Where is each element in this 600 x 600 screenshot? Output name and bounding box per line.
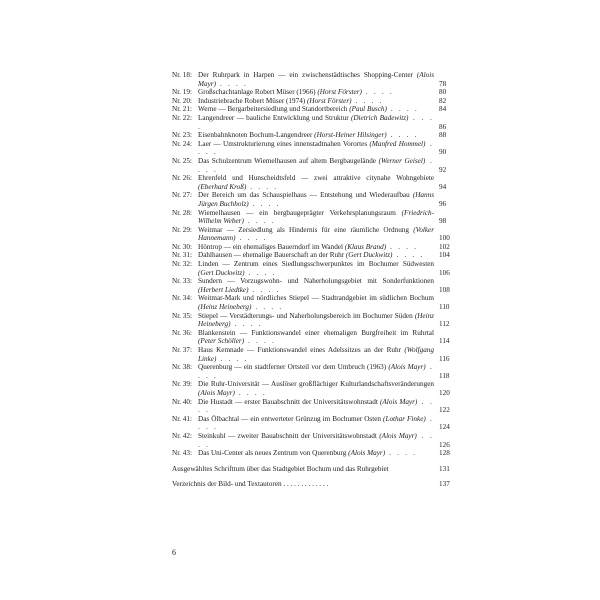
entry-page: 84 (439, 105, 447, 114)
dot-leader: . . . . (198, 431, 435, 449)
entry-page: 112 (439, 320, 450, 329)
entry-author: (Horst Förster) (317, 88, 362, 97)
entry-title-text: Der Bereich um das Schauspielhaus — Entstehung und Wiederaufbau (198, 191, 410, 200)
entry-author: (Paul Busch) (349, 105, 387, 114)
toc-entry (172, 414, 450, 432)
entry-title-text: Die Hustadt — erster Bauabschnitt der Universitätswohnstadt (198, 397, 378, 406)
entry-author: (Heinz Heineberg) (198, 303, 252, 312)
entry-author: (Hanns Jürgen Buchholz) (198, 191, 434, 208)
entry-title-text: Stiepel — Verstädterungs- und Naherholungsbereich im Bochumer Süden (198, 311, 413, 320)
entry-page: 118 (439, 371, 450, 380)
appendix-title: Ausgewähltes Schrifttum über das Stadtgebiet Bochum und das Ruhrgebiet (172, 464, 389, 473)
entry-page: 110 (439, 303, 450, 312)
page-number: 6 (172, 548, 176, 557)
entry-title (198, 226, 434, 243)
entry-author: (Heinz Heineberg) (198, 311, 435, 329)
toc-entry (172, 113, 447, 131)
entry-title (198, 363, 434, 380)
entry-title (198, 449, 434, 458)
entry-page: 86 (439, 122, 447, 131)
entry-page: 90 (439, 148, 447, 157)
entry-author: (Klaus Brand) (344, 242, 387, 251)
entry-title (198, 329, 434, 346)
entry-title-text: Eisenbahnknoten Bochum-Langendreer (198, 131, 313, 140)
dot-leader: . . . . (246, 182, 279, 191)
entry-page: 104 (439, 251, 450, 260)
dot-leader: . . . . (230, 320, 263, 329)
dot-leader: . . . . (235, 234, 268, 243)
entry-number: Nr. 28: (172, 208, 192, 217)
toc-entry (172, 191, 447, 208)
toc-entry (172, 311, 450, 329)
toc-entry (172, 380, 450, 397)
entry-page: 94 (439, 182, 447, 191)
entry-author: (Alois Mayr) (388, 363, 426, 372)
toc-entry (172, 96, 447, 106)
entry-title (198, 398, 434, 415)
dot-leader: . . . . (244, 337, 277, 346)
entry-page: 80 (439, 88, 447, 97)
entry-title-text: Industriebrache Robert Müser (1974) (198, 96, 306, 105)
appendix-page: 131 (439, 464, 450, 473)
dot-leader: . . . . (248, 199, 281, 208)
entry-title-text: Blankenstein — Funktionswandel einer ehemaligen Burgfreiheit im Ruhrtal (198, 328, 434, 337)
entry-number: Nr. 30: (172, 242, 192, 251)
entry-page: 96 (439, 199, 447, 208)
entry-page: 120 (439, 388, 450, 397)
entry-number: Nr. 32: (172, 260, 192, 269)
entry-title-text: Querenburg — ein stadtferner Ortsteil vor dem Umbruch (1963) (198, 363, 387, 372)
toc-entry (172, 131, 447, 140)
toc-entry (172, 71, 447, 88)
entry-author: (Peter Schöller) (198, 337, 245, 346)
table-of-contents (172, 71, 450, 489)
entry-number: Nr. 42: (172, 431, 192, 440)
entry-title (198, 415, 434, 432)
entry-title-text: Dahlhausen — ehemalige Bauerschaft an der Ruhr (198, 251, 345, 260)
entry-author: (Horst-Heiner Hilsinger) (314, 131, 387, 140)
entry-title (198, 105, 434, 114)
toc-entry (172, 449, 450, 458)
entry-number: Nr. 29: (172, 225, 192, 234)
entry-number: Nr. 34: (172, 294, 192, 303)
dot-leader: . . . . (361, 88, 394, 97)
dot-leader: . . . . (198, 414, 435, 432)
dot-leader: . . . . (251, 303, 284, 312)
entry-title-text: Ehrenfeld und Hunscheidtsfeld — zwei attraktive citynahe Wohngebiete (198, 174, 434, 183)
dot-leader: . . . . (385, 449, 418, 458)
entry-number: Nr. 41: (172, 414, 192, 423)
entry-page: 78 (439, 79, 447, 88)
entry-author: (Friedrich-Wilhelm Weber) (198, 208, 434, 226)
entry-page: 98 (439, 217, 447, 226)
toc-entry (172, 174, 447, 191)
toc-entry (172, 242, 450, 252)
entry-page: 88 (439, 131, 447, 140)
entry-title-text: Steinkuhl — zweiter Bauabschnitt der Universitätswohnstadt (198, 431, 377, 440)
entry-title (198, 131, 434, 140)
appendix-page: 137 (439, 480, 450, 489)
entry-title-text: Weitmar — Zersiedlung als Hindernis für eine räumliche Ordnung (198, 225, 409, 234)
dot-leader: . . . . (244, 268, 277, 277)
toc-appendix-entry (172, 464, 450, 474)
entry-author: (Eberhard Kroß) (198, 182, 247, 191)
entry-title-text: Höntrop — ein ehemaliges Bauerndorf im Wandel (198, 242, 343, 251)
entry-author: (Herbert Liedtke) (198, 285, 249, 294)
entry-title (198, 251, 434, 260)
entry-title (198, 432, 434, 449)
entry-number: Nr. 18: (172, 71, 192, 79)
dot-leader: . . . . (386, 105, 419, 114)
entry-number: Nr. 19: (172, 88, 192, 97)
entry-title (198, 277, 434, 294)
entry-title (198, 312, 434, 329)
dot-leader: . . . . (198, 156, 434, 174)
entry-title (198, 71, 434, 88)
entry-title (198, 174, 434, 191)
entry-page: 82 (439, 96, 447, 105)
toc-entry (172, 139, 447, 157)
entry-title-text: Wiemelhausen — ein bergbaugeprägter Verkehrsplanungsraum (198, 208, 396, 217)
entry-number: Nr. 40: (172, 397, 192, 406)
toc-entry (172, 431, 450, 449)
entry-page: 124 (439, 423, 450, 432)
entry-title (198, 243, 434, 252)
entry-title-text: Sundern — Vorzugswohn- und Naherholungsgebiet mit Sonderfunktionen (198, 277, 434, 286)
dot-leader: . . . . (215, 79, 248, 88)
entry-number: Nr. 37: (172, 346, 192, 354)
entry-number: Nr. 39: (172, 380, 192, 389)
toc-entry (172, 397, 450, 415)
entry-title (198, 346, 434, 363)
toc-entry (172, 251, 450, 260)
entry-number: Nr. 27: (172, 191, 192, 200)
entry-page: 116 (439, 354, 450, 363)
dot-leader: . . . . . . . . . . . . . (281, 480, 329, 489)
entry-author: (Alois Mayr) (198, 388, 235, 397)
entry-number: Nr. 22: (172, 113, 192, 122)
entry-author: (Alois Mayr) (379, 431, 417, 440)
toc-entry (172, 225, 450, 243)
entry-number: Nr. 36: (172, 328, 192, 337)
entry-author: (Alois Mayr) (380, 397, 418, 406)
entry-author: (Horst Förster) (306, 96, 352, 105)
entry-title (198, 294, 434, 311)
entry-title (198, 97, 434, 106)
dot-leader: . . . . (198, 139, 434, 157)
entry-title-text: Linden — Zentrum eines Siedlungsschwerpunktes im Bochumer Südwesten (198, 260, 434, 269)
entry-number: Nr. 33: (172, 277, 192, 286)
toc-entry (172, 277, 450, 294)
dot-leader: . . . . (243, 217, 276, 226)
dot-leader: . . . . (198, 397, 435, 415)
entry-title (198, 209, 434, 226)
toc-entry (172, 208, 447, 226)
dot-leader: . . . . (198, 363, 435, 380)
entry-number: Nr. 43: (172, 449, 192, 458)
entry-author: (Dietrich Badewitz) (350, 113, 409, 122)
entry-page: 114 (439, 337, 450, 346)
toc-entry (172, 363, 450, 380)
dot-leader: . . . . (198, 113, 435, 131)
toc-entry (172, 88, 447, 97)
entry-title-text: Langendreer — bauliche Entwicklung und Struktur (198, 113, 349, 122)
dot-leader: . . . . (351, 96, 384, 105)
dot-leader: . . . . (216, 354, 249, 363)
toc-entry (172, 105, 447, 114)
entry-title-text: Werne — Bergarbeitersiedlung und Standortbereich (198, 105, 348, 114)
entry-number: Nr. 25: (172, 156, 192, 165)
toc-entry (172, 156, 447, 174)
entry-number: Nr. 26: (172, 174, 192, 183)
entry-title (198, 191, 434, 208)
entry-title-text: Die Ruhr-Universität — Auslöser großflächiger Kulturlandschaftsveränderungen (198, 380, 434, 389)
entry-title-text: Weitmar-Mark und nördliches Stiepel — Stadtrandgebiet im südlichen Bochum (198, 294, 434, 303)
toc-entry (172, 346, 450, 363)
entry-author: (Wolfgang Linke) (198, 346, 434, 363)
entry-title-text: Haus Kemnade — Funktionswandel eines Adelssitzes an der Ruhr (198, 346, 401, 354)
entry-page: 106 (439, 268, 450, 277)
dot-leader: . . . . (386, 131, 419, 140)
entry-author: (Werner Geisel) (378, 156, 426, 165)
toc-entry (172, 294, 450, 312)
entry-title-text: Das Uni-Center als neues Zentrum von Querenburg (198, 449, 347, 458)
entry-page: 102 (439, 242, 450, 251)
entry-title-text: Laer — Umstrukturierung eines innenstadtnahen Vorortes (198, 139, 368, 148)
entry-number: Nr. 20: (172, 96, 192, 105)
entry-title-text: Großschachtanlage Robert Müser (1966) (198, 88, 316, 97)
entry-author: (Alois Mayr) (198, 71, 435, 88)
entry-page: 108 (439, 285, 450, 294)
appendix-title: Verzeichnis der Bild- und Textautoren (172, 480, 282, 489)
entry-number: Nr. 24: (172, 139, 192, 148)
entry-number: Nr. 38: (172, 363, 192, 372)
entry-title (198, 88, 434, 97)
entry-page: 92 (439, 165, 447, 174)
entry-author: (Lothar Finke) (383, 414, 426, 423)
dot-leader: . . . . (386, 242, 419, 251)
entry-title (198, 260, 434, 277)
entry-number: Nr. 23: (172, 131, 192, 140)
entry-page: 126 (439, 440, 450, 449)
entry-page: 100 (439, 234, 450, 243)
entry-page: 128 (439, 449, 450, 458)
entry-page: 122 (439, 406, 450, 415)
entry-title (198, 380, 434, 397)
dot-leader: . . . . (234, 388, 267, 397)
toc-entry (172, 328, 450, 346)
entry-title (198, 157, 434, 174)
entry-number: Nr. 21: (172, 105, 192, 114)
toc-entry (172, 260, 450, 277)
dot-leader: . . . . (248, 285, 281, 294)
entry-author: (Gert Duckwitz) (198, 268, 245, 277)
toc-appendix-entry (172, 480, 450, 489)
entry-number: Nr. 35: (172, 311, 192, 320)
entry-author: (Gert Duckwitz) (345, 251, 393, 260)
entry-title-text: Das Ölbachtal — ein entwerteter Grünzug im Bochumer Osten (198, 414, 382, 423)
entry-author: (Volker Hannemann) (198, 225, 435, 243)
entry-author: (Alois Mayr) (348, 449, 386, 458)
entry-title (198, 114, 434, 131)
entry-title-text: Der Ruhrpark in Harpen — ein zwischenstädtisches Shopping-Center (198, 71, 413, 79)
dot-leader: . . . . (392, 251, 425, 260)
entry-author: (Manfred Hommel) (369, 139, 426, 148)
entry-title-text: Das Schulzentrum Wiemelhausen auf altem Bergbaugelände (198, 156, 376, 165)
entry-number: Nr. 31: (172, 251, 192, 260)
entry-title (198, 140, 434, 157)
